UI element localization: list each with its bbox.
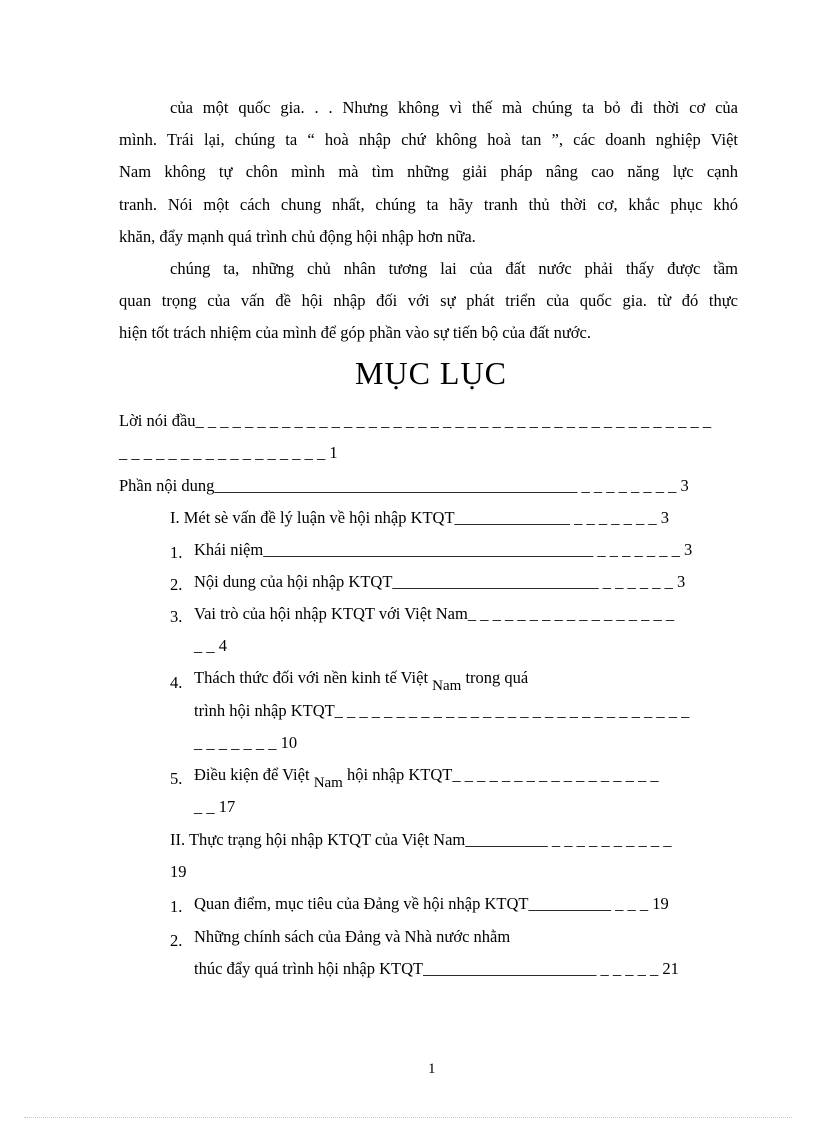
body-line: hiện tốt trách nhiệm của mình để góp phần vào sự tiến bộ của đất nước.	[119, 323, 591, 342]
toc-item-text: Thách thức đối với nền kinh tế Việt	[194, 668, 429, 687]
toc-item-number: 3.	[170, 607, 183, 626]
toc-item-continued: trình hội nhập KTQT_ _ _ _ _ _ _ _ _ _ _ _ _ _ _ _ _ _ _ _ _ _ _ _ _ _ _ _ _	[194, 701, 690, 720]
body-line: chúng ta, những chủ nhân tương lai của đất nước phải thấy được tầm	[170, 259, 738, 278]
toc-item-number: 1.	[170, 543, 183, 562]
toc-item-text: hội nhập KTQT_ _ _ _ _ _ _ _ _ _ _ _ _ _ _ _ _	[346, 765, 659, 784]
toc-entry-preface: Lời nói đầu_ _ _ _ _ _ _ _ _ _ _ _ _ _ _ _ _ _ _ _ _ _ _ _ _ _ _ _ _ _ _ _ _ _ _ _ _ _ _ _ _ _	[119, 411, 712, 430]
toc-item-continued: thúc đẩy quá trình hội nhập KTQT_____________________ _ _ _ _ _ 21	[194, 959, 679, 978]
toc-item	[194, 765, 659, 791]
toc-item: Nội dung của hội nhập KTQT_________________________ _ _ _ _ _ _ 3	[194, 572, 686, 591]
toc-entry-content: Phần nội dung____________________________________________ _ _ _ _ _ _ _ _ 3	[119, 476, 689, 495]
toc-item-text-lowered: Nam	[313, 775, 343, 791]
toc-item-page: _ _ 4	[194, 636, 227, 655]
body-line: Nam không tự chôn mình mà tìm những giải pháp nâng cao năng lực cạnh	[119, 162, 738, 181]
toc-item-number: 5.	[170, 769, 183, 788]
toc-section-2-page: 19	[170, 862, 187, 881]
toc-item-page: _ _ 17	[194, 797, 236, 816]
toc-item: Những chính sách của Đảng và Nhà nước nhằm	[194, 927, 511, 946]
toc-item: Vai trò của hội nhập KTQT với Việt Nam_ _ _ _ _ _ _ _ _ _ _ _ _ _ _ _ _	[194, 604, 675, 623]
page-number: 1	[428, 1061, 436, 1077]
toc-item-text-lowered: Nam	[432, 678, 462, 694]
page-bottom-divider	[24, 1117, 792, 1118]
toc-item: Khái niệm________________________________________ _ _ _ _ _ _ _ 3	[194, 540, 693, 559]
body-line: quan trọng của vấn đề hội nhập đối với sự phát triển của quốc gia. từ đó thực	[119, 291, 738, 310]
toc-item: Quan điểm, mục tiêu của Đảng về hội nhập KTQT__________ _ _ _ 19	[194, 894, 669, 913]
toc-item-number: 1.	[170, 897, 183, 916]
toc-title: MỤC LỤC	[355, 355, 507, 391]
toc-item-number: 2.	[170, 575, 183, 594]
toc-item-number: 2.	[170, 931, 183, 950]
body-line: khăn, đẩy mạnh quá trình chủ động hội nhập hơn nữa.	[119, 227, 476, 246]
toc-item-text: trong quá	[465, 668, 529, 687]
toc-item	[194, 668, 529, 694]
toc-item-number: 4.	[170, 673, 183, 692]
toc-item-text: Điều kiện để Việt	[194, 765, 310, 784]
toc-section-1: I. Mét sè vấn đề lý luận về hội nhập KTQT______________ _ _ _ _ _ _ _ 3	[170, 508, 670, 527]
body-line: tranh. Nói một cách chung nhất, chúng ta hãy tranh thủ thời cơ, khắc phục khó	[119, 195, 738, 214]
toc-entry-preface-page: _ _ _ _ _ _ _ _ _ _ _ _ _ _ _ _ _ 1	[119, 443, 338, 462]
body-line: mình. Trái lại, chúng ta “ hoà nhập chứ không hoà tan ”, các doanh nghiệp Việt	[119, 130, 738, 149]
toc-section-2: II. Thực trạng hội nhập KTQT của Việt Nam__________ _ _ _ _ _ _ _ _ _ _	[170, 830, 672, 849]
toc-item-page: _ _ _ _ _ _ _ 10	[194, 733, 298, 752]
body-line: của một quốc gia. . . Nhưng không vì thế mà chúng ta bỏ đi thời cơ của	[170, 98, 738, 117]
